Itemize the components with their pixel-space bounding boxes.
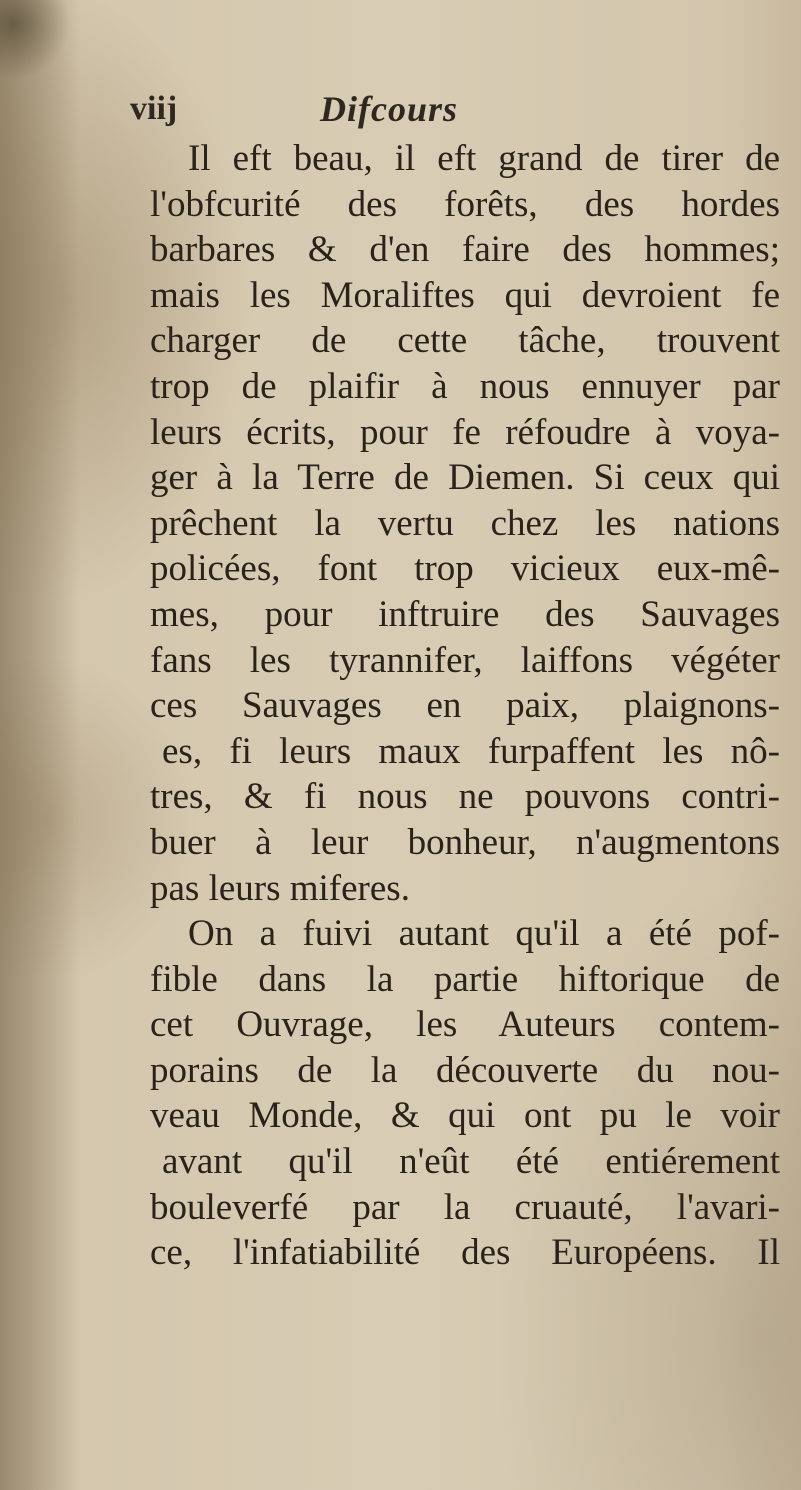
text-line: ce, l'infatiabilité des Européens. Il (150, 1232, 780, 1274)
text-line: porains de la découverte du nou- (150, 1049, 780, 1091)
text-line: policées, font trop vicieux eux-mê- (150, 548, 780, 590)
page-header (130, 90, 770, 140)
text-line: es, fi leurs maux furpaffent les nô- (162, 730, 780, 772)
text-line: ces Sauvages en paix, plaignons- (150, 685, 780, 727)
text-line: bouleverfé par la cruauté, l'avari- (150, 1186, 780, 1228)
text-line: l'obfcurité des forêts, des hordes (150, 183, 780, 225)
page-stain (0, 0, 70, 80)
text-line: tres, & fi nous ne pouvons contri- (150, 776, 780, 818)
text-line: barbares & d'en faire des hommes; (150, 229, 780, 271)
text-line: fible dans la partie hiftorique de (150, 958, 780, 1000)
text-line: fans les tyrannifer, laiffons végéter (150, 639, 780, 681)
text-line: mais les Moraliftes qui devroient fe (150, 274, 780, 316)
text-line: trop de plaifir à nous ennuyer par (150, 365, 780, 407)
text-line: mes, pour inftruire des Sauvages (150, 593, 780, 635)
text-line: buer à leur bonheur, n'augmentons (150, 821, 780, 863)
text-line: ger à la Terre de Diemen. Si ceux qui (150, 457, 780, 499)
text-line: prêchent la vertu chez les nations (150, 502, 780, 544)
text-line: veau Monde, & qui ont pu le voir (150, 1095, 780, 1137)
text-line: On a fuivi autant qu'il a été pof- (188, 913, 780, 955)
text-line: Il eft beau, il eft grand de tirer de (188, 138, 780, 179)
running-head: Difcours (320, 89, 459, 129)
page-edge-shadow (0, 0, 80, 1490)
text-line: avant qu'il n'eût été entiérement (162, 1141, 780, 1183)
body-text (150, 136, 780, 1276)
text-line: leurs écrits, pour fe réfoudre à voya- (150, 411, 780, 453)
page-number: viij (130, 90, 178, 127)
text-line: pas leurs miferes. (150, 867, 410, 909)
text-line: charger de cette tâche, trouvent (150, 320, 780, 362)
text-line: cet Ouvrage, les Auteurs contem- (150, 1004, 780, 1046)
